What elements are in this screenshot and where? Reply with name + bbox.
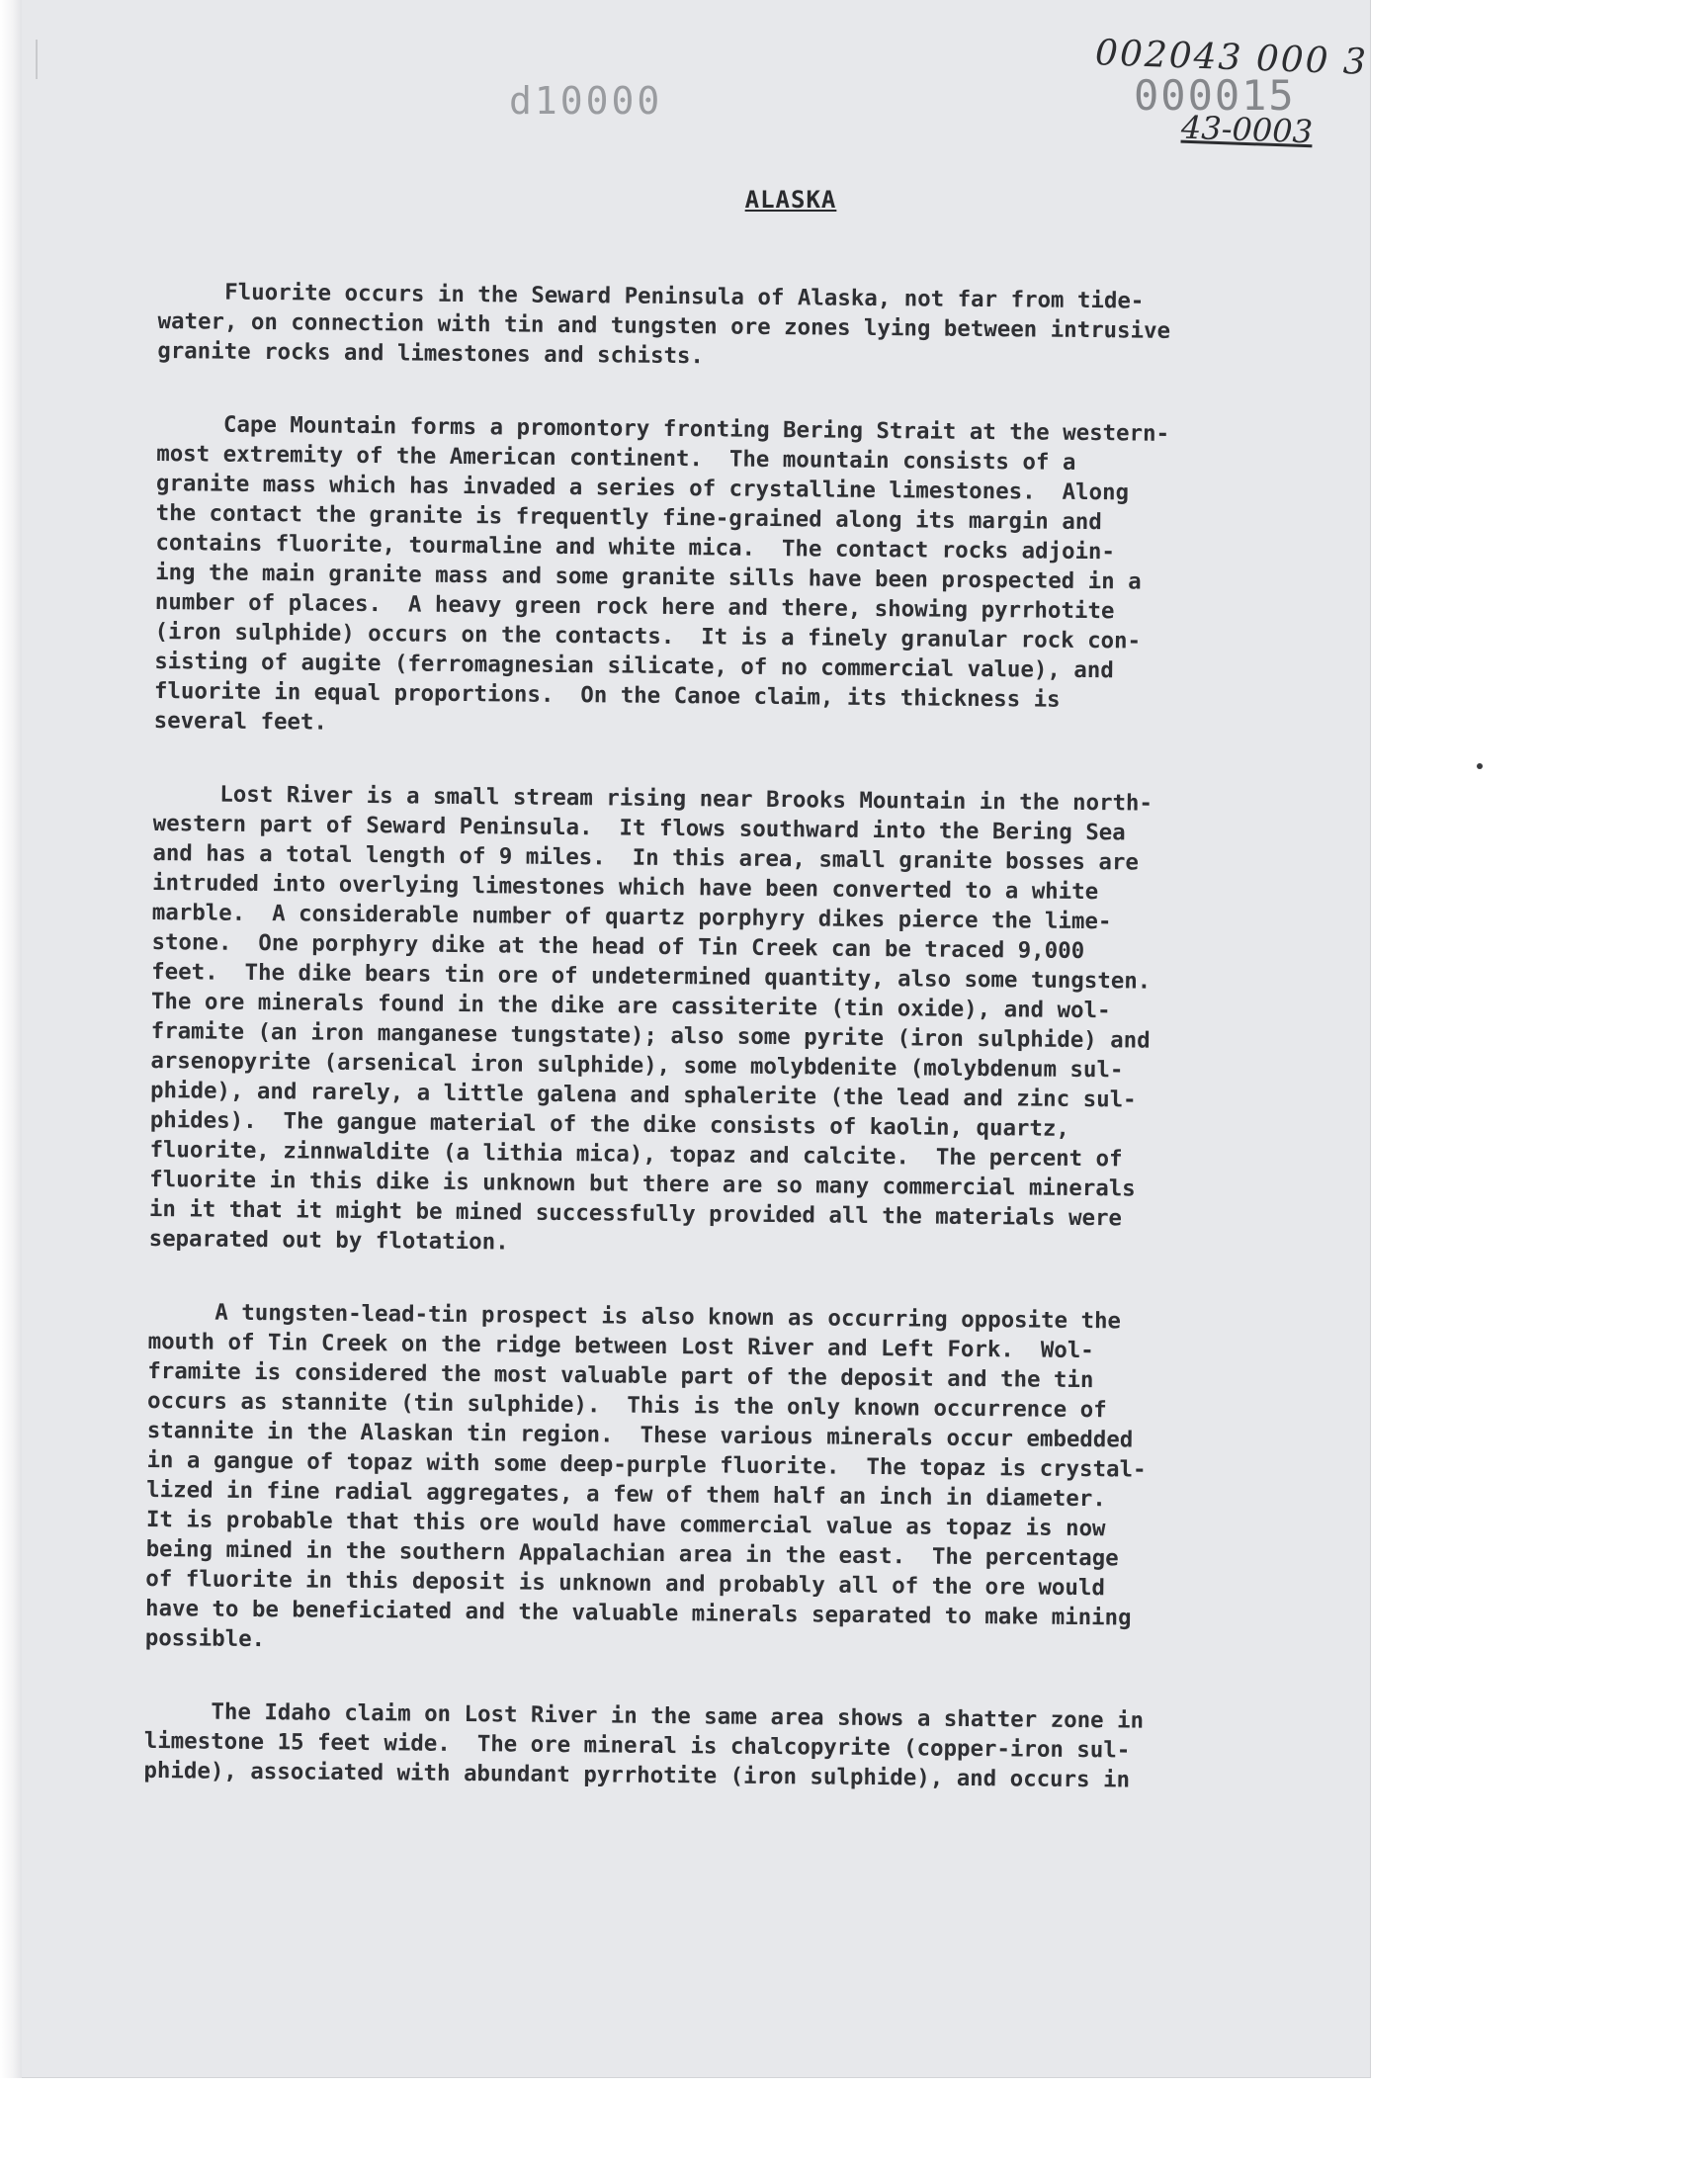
document-body (143, 277, 1399, 1841)
scan-left-edge (0, 0, 22, 2078)
paragraph-lost-river: Lost River is a small stream rising near Brooks Mountain in the north- western part of Seward Peninsula. It flows southward into the Bering Sea and has a total length of 9 miles. In this area, small granite bosses are intruded into overlying limestones which have been converted to a white marble. A considerable number of quartz porphyry dikes pierce the lime- stone. One porphyry dike at the head of Tin Creek can be traced 9,000 feet. The dike bears tin ore of undetermined quantity, also some tungsten. The ore minerals found in the dike are cassiterite (tin oxide), and wol- framite (an iron manganese tungstate); also some pyrite (iron sulphide) and arsenopyrite (arsenical iron sulphide), some molybdenite (molybdenum sul- phide), and rarely, a little galena and sphalerite (the lead and zinc sul- phides). The gangue material of the dike consists of kaolin, quartz, fluorite, zinnwaldite (a lithia mica), topaz and calcite. The percent of fluorite in this dike is unknown but there are so many commercial minerals in it that it might be mined successfully provided all the materials were separated out by flotation. (148, 780, 1153, 1256)
scan-speck (1477, 763, 1483, 769)
stamp-number-right: 000015 (1134, 71, 1296, 120)
stamp-number-left: d10000 (509, 79, 663, 123)
paragraph-fluorite-intro: Fluorite occurs in the Seward Peninsula of Alaska, not far from tide- water, on connection with tin and tungsten ore zones lying between intrusive granite rocks and limestones and schists. (157, 278, 1171, 370)
page-title: ALASKA (744, 186, 837, 214)
scan-fold-mark (36, 40, 38, 79)
paragraph-idaho-claim: The Idaho claim on Lost River in the same area shows a shatter zone in limestone 15 feet wide. The ore mineral is chalcopyrite (copper-iron sul- phide), associated with abundant pyrrhotite (iron sulphide), and occurs in (143, 1697, 1145, 1793)
handwritten-id-top: 002043 000 3 (1094, 33, 1369, 83)
paragraph-tungsten-prospect: A tungsten-lead-tin prospect is also known as occurring opposite the mouth of Tin Creek on the ridge between Lost River and Left Fork. Wol- framite is considered the most valuable part of the deposit and the tin occurs as stannite (tin sulphide). This is the only known occurrence of stannite in the Alaskan tin region. These various minerals occur embedded in a gangue of topaz with some deep-purple fluorite. The topaz is crystal- lized in fine radial aggregates, a few of them half an inch in diameter. It is probable that this ore would have commercial value as topaz is now being mined in the southern Appalachian area in the east. The percentage of fluorite in this deposit is unknown and probably all of the ore would have to be beneficiated and the valuable minerals separated to make mining possible. (144, 1298, 1147, 1653)
paragraph-cape-mountain: Cape Mountain forms a promontory fronting Bering Strait at the western- most extremity of the American continent. The mountain consists of a granite mass which has invaded a series of crystalline limestones. Along the contact the granite is frequently fine-grained along its margin and contains fluorite, tourmaline and white mica. The contact rocks adjoin- ing the main granite mass and some granite sills have been prospected in a number of places. A heavy green rock here and there, showing pyrrhotite (iron sulphide) occurs on the contacts. It is a finely granular rock con- sisting of augite (ferromagnesian silicate, of no commercial value), and fluorite in equal proportions. On the Canoe claim, its thickness is several feet. (153, 410, 1170, 736)
handwritten-id-bottom: 43-0003 (1180, 108, 1314, 151)
